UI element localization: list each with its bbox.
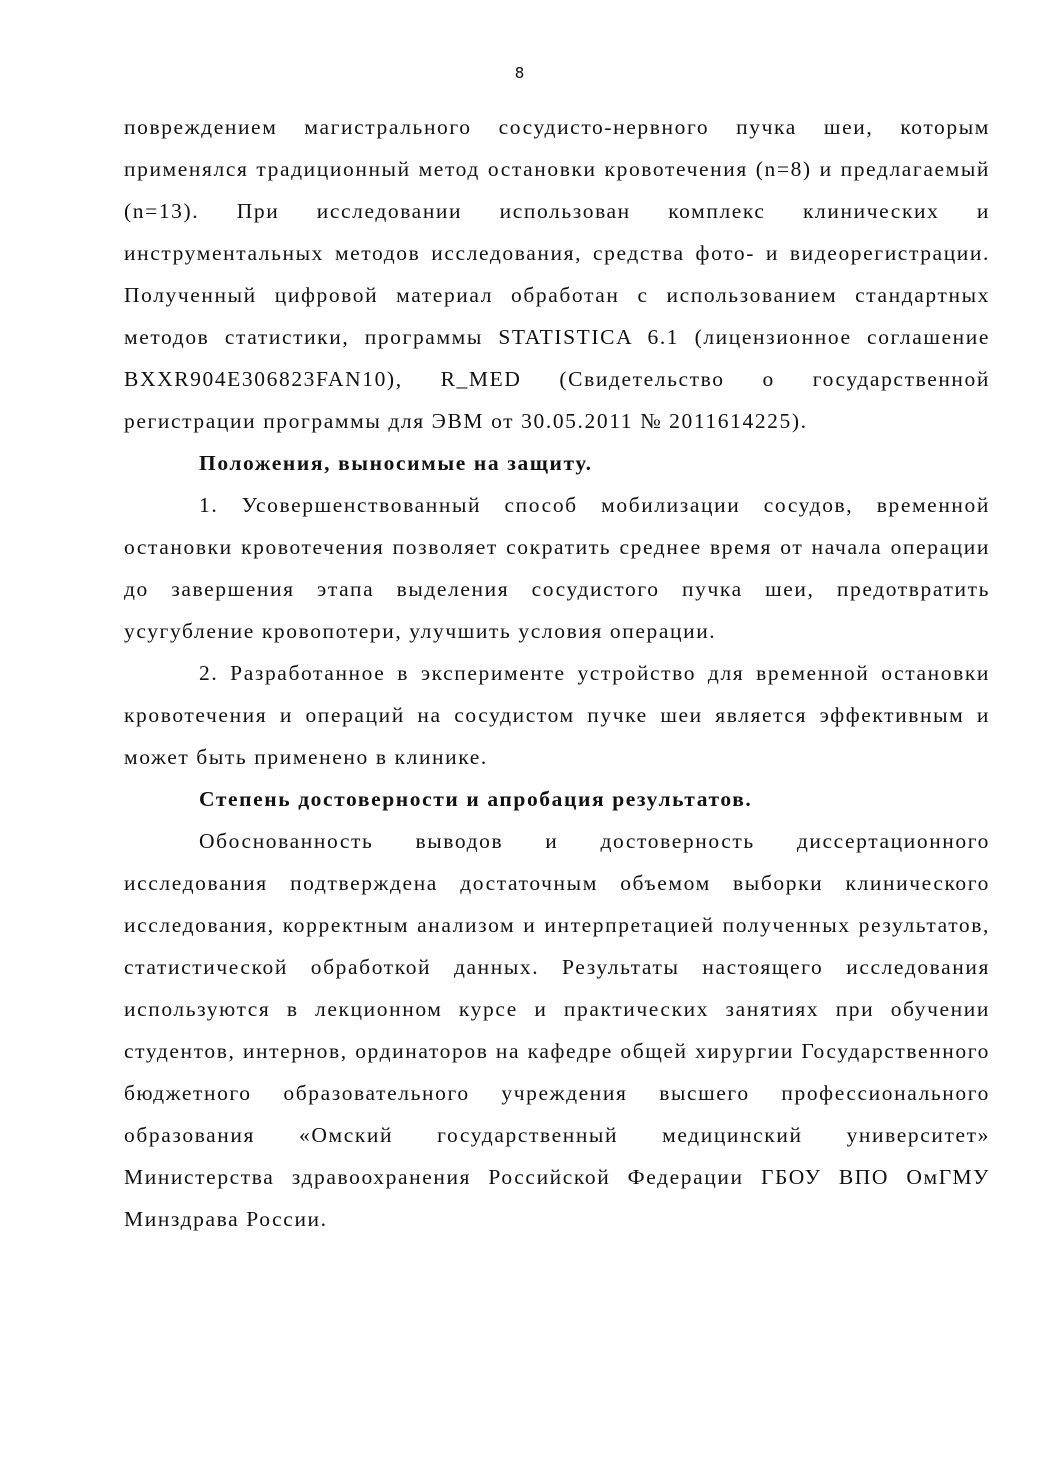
- reliability-heading: Степень достоверности и апробация результатов.: [199, 787, 753, 811]
- page-number: 8: [514, 64, 525, 82]
- page-body: [124, 106, 990, 1240]
- reliability-paragraph: Обоснованность выводов и достоверность диссертационного исследования подтверждена достаточным объемом выборки клинического исследования, корректным анализом и интерпретацией полученных результатов, статистической обработкой данных. Результаты настоящего исследования используются в лекционном курсе и практических занятиях при обучении студентов, интернов, ординаторов на кафедре общей хирургии Государственного бюджетного образовательного учреждения высшего профессионального образования «Омский государственный медицинский университет» Министерства здравоохранения Российской Федерации ГБОУ ВПО ОмГМУ Минздрава России.: [124, 829, 990, 1231]
- provision-1-paragraph: 1. Усовершенствованный способ мобилизации сосудов, временной остановки кровотечения позволяет сократить среднее время от начала операции до завершения этапа выделения сосудистого пучка шеи, предотвратить усугубление кровопотери, улучшить условия операции.: [124, 493, 990, 643]
- provision-2-paragraph: 2. Разработанное в эксперименте устройство для временной остановки кровотечения и операций на сосудистом пучке шеи является эффективным и может быть применено в клинике.: [124, 661, 990, 769]
- methods-paragraph: повреждением магистрального сосудисто-нервного пучка шеи, которым применялся традиционный метод остановки кровотечения (n=8) и предлагаемый (n=13). При исследовании использован комплекс клинических и инструментальных методов исследования, средства фото- и видеорегистрации. Полученный цифровой материал обработан с использованием стандартных методов статистики, программы STATISTICA 6.1 (лицензионное соглашение BXXR904E306823FAN10), R_MED (Свидетельство о государственной регистрации программы для ЭВМ от 30.05.2011 № 2011614225).: [124, 115, 990, 433]
- provisions-heading: Положения, выносимые на защиту.: [199, 451, 593, 475]
